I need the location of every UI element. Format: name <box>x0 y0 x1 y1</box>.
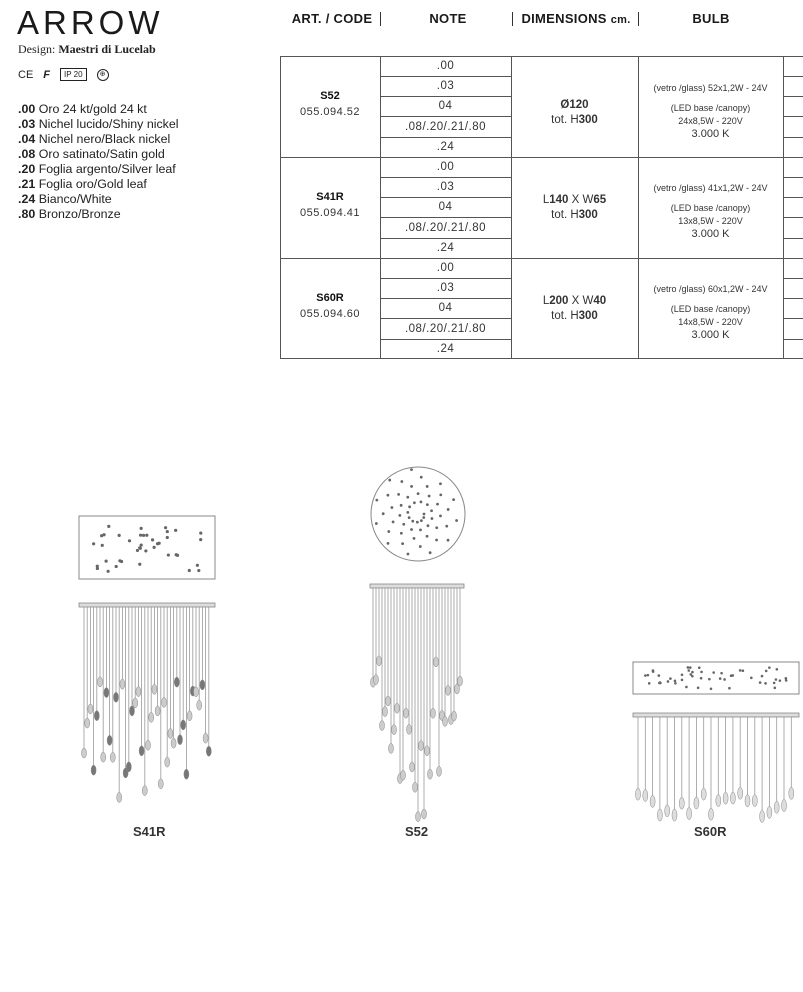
article-code: S52 <box>320 90 340 102</box>
compliance-round-icon: ⊕ <box>97 69 109 81</box>
note-value: .03 <box>436 181 455 193</box>
bulb-spec: (vetro /glass) 52x1,2W - 24V (LED base /canopy) 24x8,5W - 220V 3.000 K <box>653 83 768 140</box>
dimensions-value: L140 X W65 tot. H300 <box>542 194 607 221</box>
note-value: .08/.20/.21/.80 <box>404 222 487 234</box>
finish-item: .80 Bronzo/Bronze <box>18 207 121 221</box>
bulb-spec: (vetro /glass) 60x1,2W - 24V (LED base /canopy) 14x8,5W - 220V 3.000 K <box>653 284 768 341</box>
finish-item: .03 Nichel lucido/Shiny nickel <box>18 117 179 131</box>
dimensions-value: Ø120 tot. H300 <box>551 99 598 126</box>
finish-item: .21 Foglia oro/Gold leaf <box>18 177 147 191</box>
bulb-spec: (vetro /glass) 41x1,2W - 24V (LED base /canopy) 13x8,5W - 220V 3.000 K <box>653 183 768 240</box>
article-code: S60R <box>316 292 344 304</box>
column-header-art-code: ART. / CODE <box>291 11 373 26</box>
s60r-illustration <box>633 662 799 822</box>
note-value: 04 <box>438 201 453 213</box>
finish-item: .24 Bianco/White <box>18 192 112 206</box>
finish-item: .20 Foglia argento/Silver leaf <box>18 162 176 176</box>
product-title: ARROW <box>17 4 164 41</box>
note-value: .03 <box>436 282 455 294</box>
s52-illustration <box>370 467 465 822</box>
note-value: 04 <box>438 302 453 314</box>
note-value: .24 <box>436 343 455 355</box>
illustration-label-s52: S52 <box>405 824 429 839</box>
note-value: .24 <box>436 242 455 254</box>
illustration-label-s60r: S60R <box>694 824 727 839</box>
note-value: .00 <box>436 161 455 173</box>
product-code: 055.094.60 <box>299 308 361 320</box>
designer-name: Maestri di Lucelab <box>58 42 156 56</box>
product-code: 055.094.41 <box>299 207 361 219</box>
dimensions-value: L200 X W40 tot. H300 <box>542 295 607 322</box>
column-header-note: NOTE <box>429 11 467 26</box>
ce-mark-icon: CE <box>18 68 34 81</box>
f-mark-icon: F <box>43 68 51 81</box>
illustration-label-s41r: S41R <box>133 824 166 839</box>
finish-item: .04 Nichel nero/Black nickel <box>18 132 171 146</box>
column-header-dimensions: DIMENSIONS cm. <box>521 11 631 26</box>
note-value: 04 <box>438 100 453 112</box>
finish-item: .00 Oro 24 kt/gold 24 kt <box>18 102 147 116</box>
design-prefix: Design: <box>18 42 56 56</box>
note-value: .08/.20/.21/.80 <box>404 121 487 133</box>
note-value: .00 <box>436 60 455 72</box>
ip-rating-badge: IP 20 <box>60 68 87 81</box>
note-value: .24 <box>436 141 455 153</box>
product-code: 055.094.52 <box>299 106 361 118</box>
note-value: .03 <box>436 80 455 92</box>
article-code: S41R <box>316 191 344 203</box>
note-value: .08/.20/.21/.80 <box>404 323 487 335</box>
finish-item: .08 Oro satinato/Satin gold <box>18 147 165 161</box>
note-value: .00 <box>436 262 455 274</box>
column-header-bulb: BULB <box>692 11 730 26</box>
s41r-illustration <box>79 516 215 803</box>
